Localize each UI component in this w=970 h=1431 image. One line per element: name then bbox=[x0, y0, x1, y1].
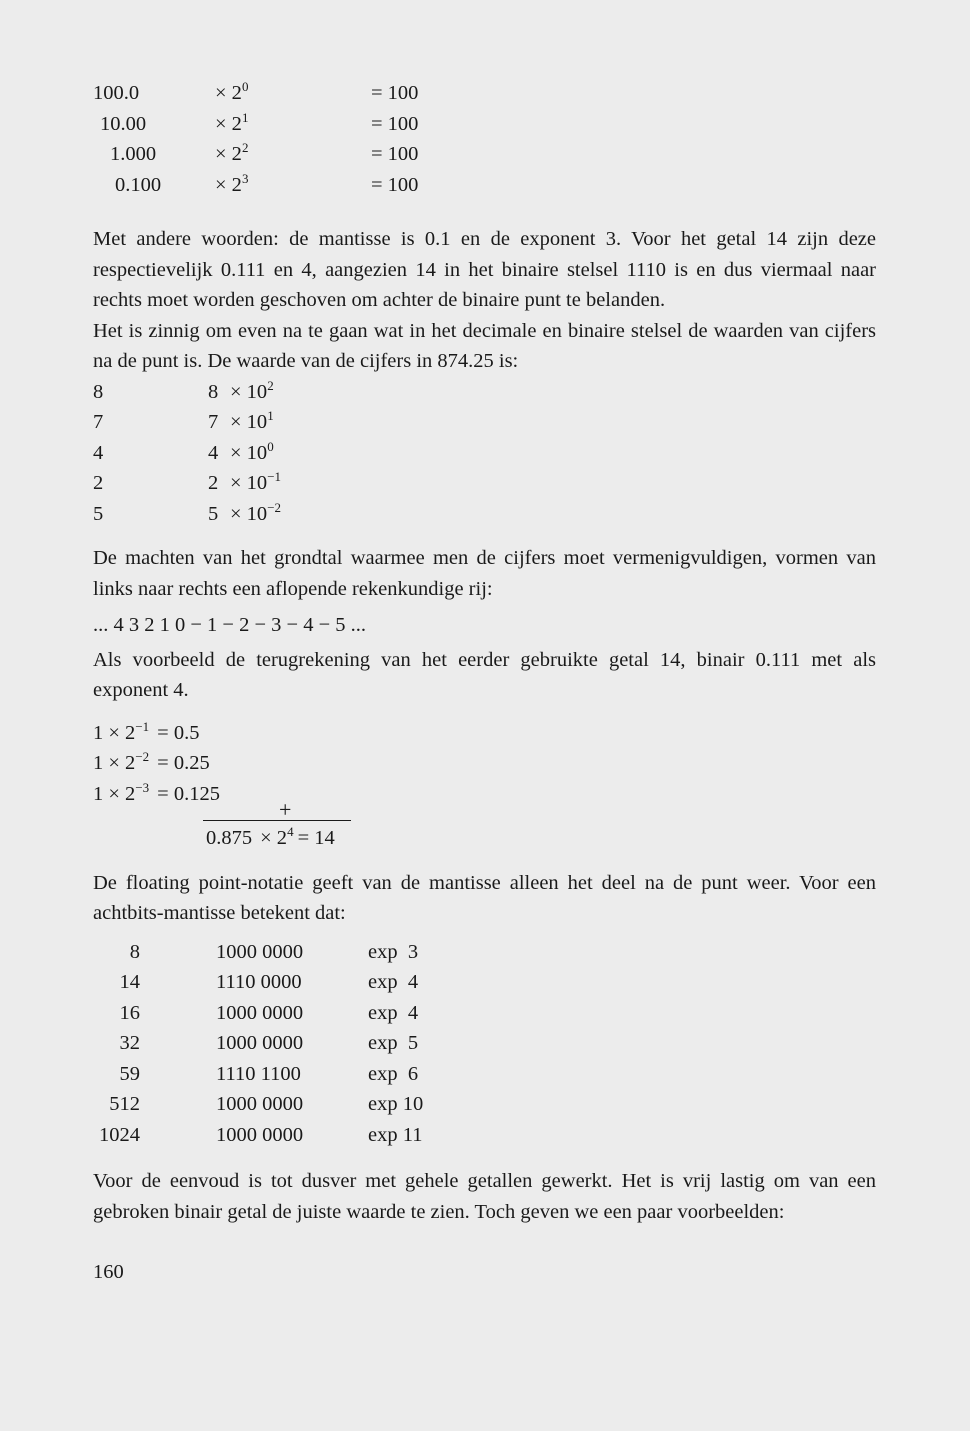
exponent: 3 bbox=[241, 170, 249, 186]
bits-cell: 1000 0000 bbox=[216, 940, 304, 963]
power-cell: × $10^1$ bbox=[230, 408, 274, 433]
calculation-block bbox=[93, 718, 876, 854]
exponent: 2 bbox=[267, 377, 274, 393]
table-row bbox=[93, 967, 876, 998]
page-number: 160 bbox=[93, 1261, 124, 1283]
paragraph-fractions: Voor de eenvoud is tot dusver met gehele getallen gewerkt. Het is vrij lastig om van een gebroken binair getal de juiste waarde te zien. Toch geven we een paar voorbeelden: bbox=[93, 1170, 876, 1223]
multiplier-cell: × $2^1$ bbox=[215, 109, 249, 135]
exponent: 0 bbox=[241, 79, 249, 95]
number-cell: 59 bbox=[119, 1062, 140, 1085]
paragraph-example: Als voorbeeld de terugrekening van het eerder gebruikte getal 14, binair 0.111 met als exponent 4. bbox=[93, 648, 876, 701]
exponent: 1 bbox=[241, 109, 249, 125]
table-row bbox=[93, 937, 876, 968]
power-cell: × $10^{-2}$ bbox=[230, 499, 282, 525]
exp-cell: exp 6 bbox=[368, 1062, 419, 1085]
table-row bbox=[93, 499, 876, 530]
digit-cell: 8 bbox=[93, 380, 104, 403]
exponent: 4 bbox=[287, 824, 294, 840]
number-cell: 14 bbox=[119, 971, 140, 993]
coefficient-cell: 7 bbox=[208, 411, 219, 433]
table-row bbox=[93, 407, 876, 438]
bits-cell: 1110 1100 bbox=[216, 1062, 301, 1085]
sum-separator bbox=[93, 797, 876, 823]
multiplier-cell: × $2^2$ bbox=[215, 140, 249, 165]
power-cell: × $10^{-1}$ bbox=[230, 469, 282, 494]
bits-cell: 1000 0000 bbox=[216, 1032, 304, 1054]
exponent: 0 bbox=[267, 438, 274, 454]
calc-row: $1 \times 2^{-3}$ = 0.125 bbox=[93, 779, 220, 805]
bits-cell: 1000 0000 bbox=[216, 1093, 304, 1115]
exponent: 2 bbox=[241, 140, 249, 156]
exp-cell: exp 4 bbox=[368, 971, 419, 993]
table-row bbox=[93, 468, 876, 499]
table-row bbox=[93, 1059, 876, 1090]
number-cell: 1024 bbox=[99, 1123, 140, 1146]
number-cell: 512 bbox=[109, 1093, 140, 1115]
digit-cell: 4 bbox=[93, 441, 104, 464]
mantissa-cell: 100.0 bbox=[93, 82, 140, 104]
table-row bbox=[93, 78, 876, 109]
page-content bbox=[93, 78, 876, 1287]
bits-cell: 1000 0000 bbox=[216, 1001, 304, 1024]
exponent: −3 bbox=[135, 779, 150, 795]
digit-cell: 5 bbox=[93, 502, 104, 525]
bits-cell: 1000 0000 bbox=[216, 1123, 304, 1146]
coefficient-cell: 4 bbox=[208, 441, 219, 464]
table-row bbox=[93, 139, 876, 170]
mantissa-cell: 10.00 bbox=[100, 112, 147, 135]
coefficient-cell: 2 bbox=[208, 472, 219, 494]
coefficient-cell: 8 bbox=[208, 380, 219, 403]
table-row bbox=[93, 170, 876, 201]
exp-cell: exp 11 bbox=[368, 1123, 423, 1146]
table-row bbox=[93, 1028, 876, 1059]
calc-total-row: 0.875 × $2^4$ = 14 bbox=[206, 824, 335, 849]
calc-row: $1 \times 2^{-1}$ = 0.5 bbox=[93, 718, 200, 744]
exponent: −1 bbox=[267, 469, 282, 485]
result-cell: = 100 bbox=[371, 173, 419, 196]
sum-line bbox=[203, 820, 351, 821]
sequence-line: ... 4 3 2 1 0 − 1 − 2 − 3 − 4 − 5 ... bbox=[93, 614, 367, 636]
digit-cell: 7 bbox=[93, 411, 104, 433]
exponent: −1 bbox=[135, 718, 150, 734]
paragraph-floating-point: De floating point-notatie geeft van de mantisse alleen het deel na de punt weer. Voor een achtbits-mantisse betekent dat: bbox=[93, 871, 876, 924]
mantissa-cell: 0.100 bbox=[115, 173, 162, 196]
shift-table bbox=[93, 78, 876, 200]
bits-cell: 1110 0000 bbox=[216, 971, 302, 993]
digit-table bbox=[93, 377, 876, 530]
power-cell: × $10^0$ bbox=[230, 438, 274, 464]
multiplier-cell: × $2^0$ bbox=[215, 79, 249, 104]
table-row bbox=[93, 1089, 876, 1120]
paragraph-decimal-values: Het is zinnig om even na te gaan wat in het decimale en binaire stelsel de waarden van cijfers na de punt is. De waarde van de cijfers in 874.25 is: bbox=[93, 319, 876, 372]
number-cell: 8 bbox=[129, 940, 140, 963]
exp-cell: exp 4 bbox=[368, 1001, 419, 1024]
result-cell: = 100 bbox=[371, 143, 419, 165]
number-cell: 16 bbox=[119, 1001, 140, 1024]
mantissa-table bbox=[93, 937, 876, 1151]
digit-cell: 2 bbox=[93, 472, 104, 494]
power-cell: × $10^2$ bbox=[230, 377, 274, 403]
exp-cell: exp 3 bbox=[368, 940, 419, 963]
calc-row: $1 \times 2^{-2}$ = 0.25 bbox=[93, 749, 210, 774]
table-row bbox=[93, 998, 876, 1029]
result-cell: = 100 bbox=[371, 82, 419, 104]
paragraph-mantissa: Met andere woorden: de mantisse is 0.1 en de exponent 3. Voor het getal 14 zijn deze respectievelijk 0.111 en 4, aangezien 14 in het binaire stelsel 1110 is en dus viermaal naar rechts moet worden geschoven om achter de binaire punt te belanden. bbox=[93, 228, 876, 311]
multiplier-cell: × $2^3$ bbox=[215, 170, 249, 196]
exp-cell: exp 5 bbox=[368, 1032, 419, 1054]
exponent: −2 bbox=[267, 499, 282, 515]
coefficient-cell: 5 bbox=[208, 502, 219, 525]
table-row bbox=[93, 1120, 876, 1151]
plus-sign: + bbox=[279, 797, 292, 822]
mantissa-cell: 1.000 bbox=[110, 143, 157, 165]
exponent: −2 bbox=[135, 749, 150, 765]
exp-cell: exp 10 bbox=[368, 1093, 424, 1115]
exponent: 1 bbox=[267, 408, 274, 424]
paragraph-powers: De machten van het grondtal waarmee men de cijfers moet vermenigvuldigen, vormen van links naar rechts een aflopende rekenkundige rij: bbox=[93, 547, 876, 600]
table-row bbox=[93, 438, 876, 469]
result-cell: = 100 bbox=[371, 112, 419, 135]
table-row bbox=[93, 377, 876, 408]
table-row bbox=[93, 109, 876, 140]
number-cell: 32 bbox=[119, 1032, 140, 1054]
